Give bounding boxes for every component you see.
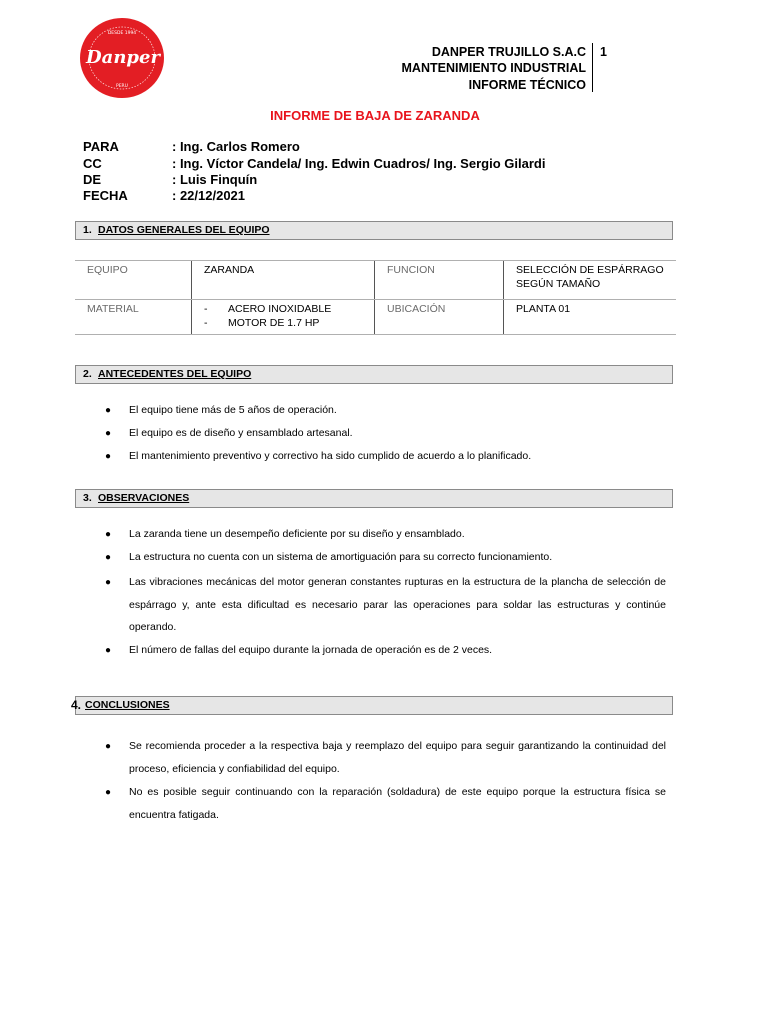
funcion-line-2: SEGÚN TAMAÑO bbox=[516, 278, 601, 290]
section-4-number: 4. bbox=[71, 698, 82, 712]
memo-fecha-label: FECHA bbox=[83, 188, 128, 203]
section-4-header bbox=[71, 696, 673, 715]
list-dash: - bbox=[204, 303, 208, 315]
memo-fecha-value: : 22/12/2021 bbox=[172, 188, 246, 203]
logo-ring-bottom: PERU bbox=[116, 84, 128, 89]
funcion-value bbox=[504, 261, 677, 300]
header-company: DANPER TRUJILLO S.A.C bbox=[431, 45, 586, 59]
memo-de-value: : Luis Finquín bbox=[172, 172, 258, 187]
section-1-title: DATOS GENERALES DEL EQUIPO bbox=[98, 224, 270, 236]
equipo-label: EQUIPO bbox=[75, 261, 192, 300]
material-label: MATERIAL bbox=[75, 300, 192, 335]
page-number: 1 bbox=[600, 45, 607, 59]
header-department: MANTENIMIENTO INDUSTRIAL bbox=[401, 61, 586, 75]
table-row bbox=[75, 261, 676, 300]
equipo-value: ZARANDA bbox=[192, 261, 375, 300]
material-item bbox=[204, 316, 362, 330]
section-3-header bbox=[75, 489, 673, 508]
memo-de-label: DE bbox=[83, 172, 102, 187]
list-item: El equipo tiene más de 5 años de operación. bbox=[129, 404, 337, 416]
section-1-header bbox=[75, 221, 673, 240]
list-item: La zaranda tiene un desempeño deficiente por su diseño y ensamblado. bbox=[129, 528, 465, 540]
section-1-number: 1. bbox=[83, 224, 92, 236]
bullet-icon: ● bbox=[105, 552, 112, 563]
ubicacion-label: UBICACIÓN bbox=[375, 300, 504, 335]
section-2-title: ANTECEDENTES DEL EQUIPO bbox=[98, 368, 252, 380]
bullet-icon: ● bbox=[105, 428, 112, 439]
section-2-number: 2. bbox=[83, 368, 92, 380]
ubicacion-value: PLANTA 01 bbox=[504, 300, 677, 335]
bullet-icon: ● bbox=[105, 405, 112, 416]
memo-para-value: : Ing. Carlos Romero bbox=[172, 139, 300, 154]
danper-logo bbox=[79, 17, 165, 99]
material-item-1: ACERO INOXIDABLE bbox=[228, 303, 332, 315]
funcion-label: FUNCION bbox=[375, 261, 504, 300]
bullet-icon: ● bbox=[105, 451, 112, 462]
memo-cc-label: CC bbox=[83, 156, 102, 171]
section-3-title: OBSERVACIONES bbox=[98, 492, 190, 504]
list-item: El equipo es de diseño y ensamblado artesanal. bbox=[129, 427, 353, 439]
list-item: No es posible seguir continuando con la reparación (soldadura) de este equipo porque la estructura física se encuentra fatigada. bbox=[129, 786, 666, 821]
section-3-number: 3. bbox=[83, 492, 92, 504]
memo-cc-value: : Ing. Víctor Candela/ Ing. Edwin Cuadros/ Ing. Sergio Gilardi bbox=[172, 156, 546, 171]
header-doc-type: INFORME TÉCNICO bbox=[468, 78, 586, 92]
section-2-header bbox=[75, 365, 673, 384]
bullet-icon: ● bbox=[105, 529, 112, 540]
section-4-title: CONCLUSIONES bbox=[85, 699, 170, 711]
header-divider bbox=[592, 43, 593, 92]
funcion-line-1: SELECCIÓN DE ESPÁRRAGO bbox=[516, 264, 664, 276]
list-dash: - bbox=[204, 317, 208, 329]
list-item: Las vibraciones mecánicas del motor generan constantes rupturas en la estructura de la plancha de selección de espárrago y, ante esta dificultad es necesario parar las operaciones para soldar las estructuras y continúe operando. bbox=[129, 576, 666, 633]
bullet-icon: ● bbox=[105, 741, 112, 752]
document-title: INFORME DE BAJA DE ZARANDA bbox=[270, 108, 480, 123]
bullet-icon: ● bbox=[105, 577, 112, 588]
memo-para-label: PARA bbox=[83, 139, 119, 154]
list-item: El mantenimiento preventivo y correctivo ha sido cumplido de acuerdo a lo planificado. bbox=[129, 450, 532, 462]
list-item: El número de fallas del equipo durante la jornada de operación es de 2 veces. bbox=[129, 644, 493, 656]
bullet-icon: ● bbox=[105, 645, 112, 656]
material-item bbox=[204, 302, 362, 316]
logo-ring-top: DESDE 1994 bbox=[107, 31, 137, 36]
material-value bbox=[192, 300, 375, 335]
list-item: Se recomienda proceder a la respectiva baja y reemplazo del equipo para seguir garantizando la continuidad del proceso, eficiencia y confiabilidad del equipo. bbox=[129, 740, 666, 775]
material-item-2: MOTOR DE 1.7 HP bbox=[228, 317, 320, 329]
table-row bbox=[75, 300, 676, 335]
logo-wordmark: Danper bbox=[86, 47, 160, 68]
list-item: La estructura no cuenta con un sistema de amortiguación para su correcto funcionamiento. bbox=[129, 551, 553, 563]
equipment-table bbox=[75, 260, 676, 335]
bullet-icon: ● bbox=[105, 787, 112, 798]
